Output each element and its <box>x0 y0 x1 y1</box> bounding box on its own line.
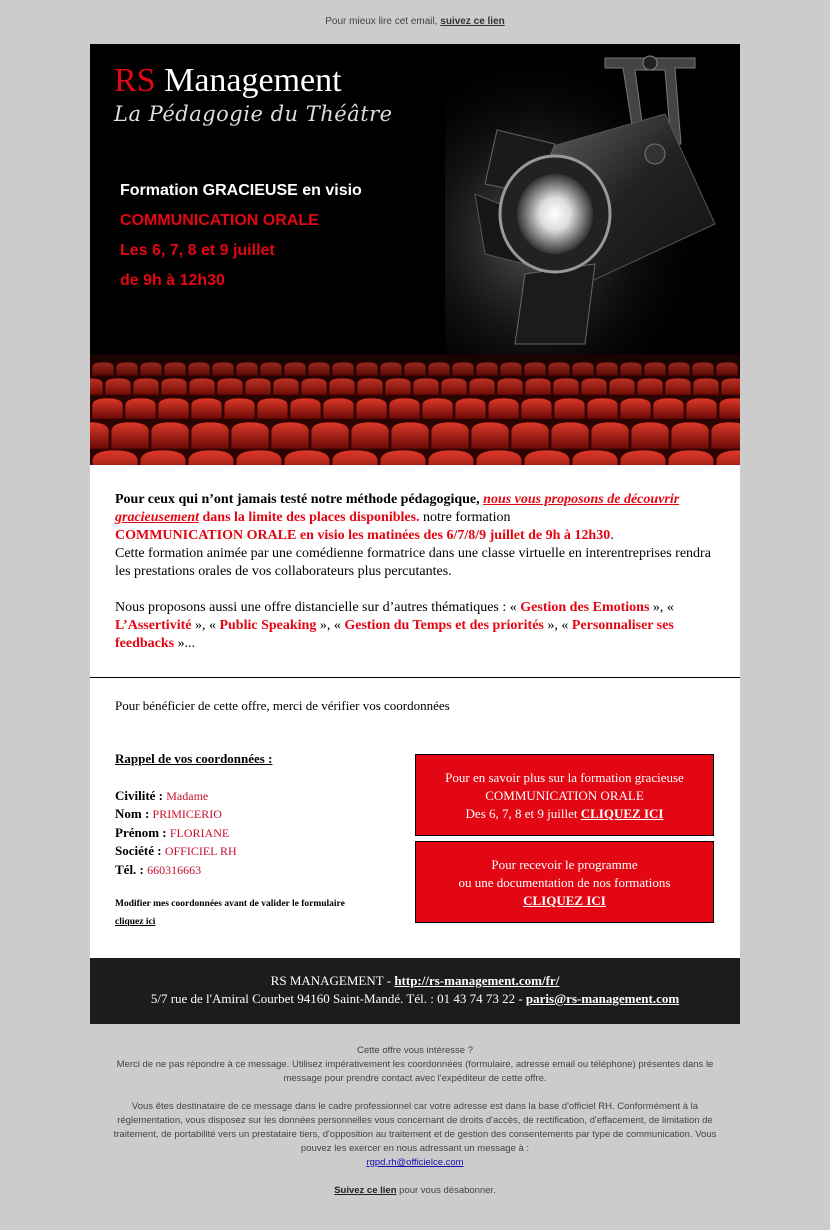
seat <box>351 422 389 449</box>
seat <box>587 398 618 419</box>
read-online-text: Pour mieux lire cet email, <box>325 16 441 27</box>
spotlight-icon <box>445 44 740 364</box>
seat <box>591 422 629 449</box>
hero-headline <box>120 176 362 296</box>
nom-row: Nom : PRIMICERIO <box>115 806 222 821</box>
seat <box>356 398 387 419</box>
seat <box>471 422 509 449</box>
hero-line-3: Les 6, 7, 8 et 9 juillet <box>120 242 275 259</box>
seat <box>92 398 123 419</box>
seat <box>380 450 426 465</box>
seat <box>554 398 585 419</box>
seat <box>92 450 138 465</box>
seat <box>572 450 618 465</box>
societe-row: Société : OFFICIEL RH <box>115 843 237 858</box>
seat <box>231 422 269 449</box>
seat <box>422 398 453 419</box>
seat <box>271 422 309 449</box>
unsubscribe-link[interactable]: Suivez ce lien <box>334 1185 397 1196</box>
seat <box>455 398 486 419</box>
hero-banner <box>90 44 740 465</box>
seat <box>521 398 552 419</box>
seat <box>711 422 740 449</box>
rgpd-email-link[interactable]: rgpd.rh@officielce.com <box>366 1157 464 1168</box>
seat <box>653 398 684 419</box>
prenom-row: Prénom : FLORIANE <box>115 824 230 840</box>
seat <box>686 398 717 419</box>
seat <box>140 450 186 465</box>
coordinates-section <box>90 678 740 958</box>
seat <box>90 422 109 449</box>
more-info-link[interactable]: CLIQUEZ ICI <box>580 806 664 821</box>
topic-feedbacks: Personnaliser ses feedbacks <box>115 618 674 651</box>
brand-logo <box>114 62 393 126</box>
seat <box>284 450 330 465</box>
theatre-seats-image <box>90 354 740 465</box>
coordinates-block <box>115 750 345 931</box>
hero-line-1: Formation GRACIEUSE en visio <box>120 182 362 199</box>
read-online-link[interactable]: suivez ce lien <box>440 16 505 27</box>
seat <box>224 398 255 419</box>
topic-gestion-temps: Gestion du Temps et des priorités <box>344 618 544 633</box>
topic-emotions: Gestion des Emotions <box>520 600 650 615</box>
seat <box>125 398 156 419</box>
topics-paragraph: Nous proposons aussi une offre distancielle sur d’autres thématiques : « Gestion des Emotions », « L’Assertivité », « Public Speaking », « Gestion du Temps et des priorités », « Personnaliser ses feedbacks »... <box>115 600 674 651</box>
legal-paragraph-2: Vous êtes destinataire de ce message dans le cadre professionnel car votre adresse est dans la base d'officiel RH. Conformément à la réglementation, vous disposez sur les données personnelles vous concernant de droits d'accès, de rectification, d'effacement, de limitation de traitement, de portabilité vers un prestataire tiers, d'opposition au traitement et de gestion des consentements par type de communication. Vous pouvez les exercer en nous adressant un message à : rgpd.rh@officielce.com <box>113 1101 717 1168</box>
email-card <box>90 44 740 1024</box>
topic-assertivite: L’Assertivité <box>115 618 192 633</box>
seat <box>191 422 229 449</box>
unsubscribe-line: Suivez ce lien pour vous désabonner. <box>334 1185 496 1196</box>
seat <box>311 422 349 449</box>
coordinates-heading: Rappel de vos coordonnées : <box>115 751 273 766</box>
seat <box>631 422 669 449</box>
seat <box>551 422 589 449</box>
seat <box>620 398 651 419</box>
seat <box>719 398 740 419</box>
footer-website-link[interactable]: http://rs-management.com/fr/ <box>394 973 560 988</box>
seat <box>668 450 714 465</box>
brand-tagline: La Pédagogie du Théâtre <box>114 102 393 126</box>
intro-paragraph: Pour ceux qui n’ont jamais testé notre méthode pédagogique, nous vous proposons de découvrir gracieusement dans la limite des places disponibles. notre formation COMMUNICATION ORALE en visio les matinées des 6/7/8/9 juillet de 9h à 12h30. Cette formation animée par une comédienne formatrice dans une classe virtuelle en interentreprises rendra les prestations orales de vos collaborateurs plus percutantes. <box>115 492 711 579</box>
seat <box>488 398 519 419</box>
footer-email-link[interactable]: paris@rs-management.com <box>525 991 680 1006</box>
programme-button[interactable]: Pour recevoir le programme ou une documentation de nos formations CLIQUEZ ICI <box>415 841 714 923</box>
seat <box>290 398 321 419</box>
more-info-button[interactable]: Pour en savoir plus sur la formation gracieuse COMMUNICATION ORALE Des 6, 7, 8 et 9 juillet CLIQUEZ ICI <box>415 754 714 836</box>
brand-rs: RS <box>114 62 156 99</box>
civilite-row: Civilité : Madame <box>115 787 209 803</box>
seat <box>151 422 189 449</box>
hero-line-2: COMMUNICATION ORALE <box>120 212 319 229</box>
modify-link[interactable]: cliquez ici <box>115 917 156 927</box>
topic-public-speaking: Public Speaking <box>219 618 317 633</box>
footer: RS MANAGEMENT - http://rs-management.com/fr/ 5/7 rue de l'Amiral Courbet 94160 Saint-Mandé. Tél. : 01 43 74 73 22 - paris@rs-management.com <box>90 958 740 1024</box>
seat <box>524 450 570 465</box>
modify-note: Modifier mes coordonnées avant de valider le formulaire cliquez ici <box>115 899 345 927</box>
seat <box>158 398 189 419</box>
intro-section <box>90 465 740 677</box>
brand-management: Management <box>155 62 342 99</box>
seat <box>391 422 429 449</box>
seat <box>431 422 469 449</box>
seat <box>257 398 288 419</box>
seat <box>323 398 354 419</box>
seat <box>111 422 149 449</box>
tel-row: Tél. : 660316663 <box>115 861 202 877</box>
seat <box>188 450 234 465</box>
seat <box>476 450 522 465</box>
hero-line-4: de 9h à 12h30 <box>120 272 225 289</box>
seat <box>236 450 282 465</box>
legal-notice <box>110 1044 720 1212</box>
legal-paragraph-1: Cette offre vous intéresse ? Merci de ne pas répondre à ce message. Utilisez impérativement les coordonnées (formulaire, adresse email ou téléphone) présentes dans le message pour prendre contact avec l'expéditeur de cette offre. <box>116 1045 714 1084</box>
seat <box>389 398 420 419</box>
verify-text: Pour bénéficier de cette offre, merci de vérifier vos coordonnées <box>115 698 450 713</box>
seat <box>671 422 709 449</box>
seat <box>511 422 549 449</box>
read-online-bar <box>0 16 830 27</box>
seat <box>191 398 222 419</box>
intro-offer-link[interactable]: nous vous proposons de découvrir gracieusement <box>115 492 680 525</box>
programme-link[interactable]: CLIQUEZ ICI <box>523 893 606 908</box>
seat <box>428 450 474 465</box>
seat <box>332 450 378 465</box>
seat <box>620 450 666 465</box>
